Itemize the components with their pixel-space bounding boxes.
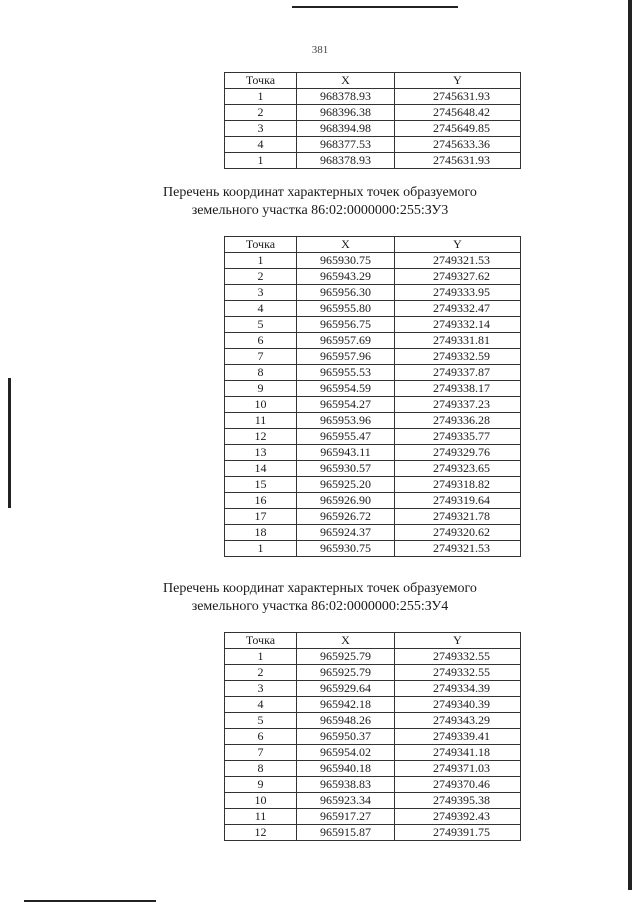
point-cell: 1 [225,253,297,269]
y-cell: 2749395.38 [395,793,521,809]
table-row [225,429,521,445]
y-cell: 2749335.77 [395,429,521,445]
point-cell: 14 [225,461,297,477]
point-cell: 4 [225,137,297,153]
table-row [225,317,521,333]
table-row [225,697,521,713]
table-row [225,681,521,697]
point-cell: 13 [225,445,297,461]
y-cell: 2749332.55 [395,665,521,681]
point-cell: 11 [225,413,297,429]
x-cell: 965915.87 [297,825,395,841]
table-row [225,541,521,557]
table-row [225,729,521,745]
y-cell: 2749329.76 [395,445,521,461]
y-cell: 2749337.87 [395,365,521,381]
header-point: Точка [225,237,297,253]
table-row [225,493,521,509]
point-cell: 1 [225,153,297,169]
table-row [225,381,521,397]
table-row [225,793,521,809]
table-row [225,713,521,729]
point-cell: 9 [225,777,297,793]
y-cell: 2749332.14 [395,317,521,333]
table-row [225,285,521,301]
y-cell: 2749321.53 [395,541,521,557]
point-cell: 6 [225,333,297,349]
y-cell: 2745649.85 [395,121,521,137]
x-cell: 965940.18 [297,761,395,777]
y-cell: 2749338.17 [395,381,521,397]
coordinates-table-zu3 [224,236,521,557]
caption-line: земельного участка 86:02:0000000:255:ЗУ3 [191,203,449,218]
x-cell: 965955.47 [297,429,395,445]
coordinates-table-zu4 [224,632,521,841]
table-row [225,105,521,121]
point-cell: 4 [225,301,297,317]
header-x: X [297,633,395,649]
x-cell: 965926.90 [297,493,395,509]
x-cell: 965929.64 [297,681,395,697]
point-cell: 2 [225,105,297,121]
page-number: 381 [311,44,329,56]
y-cell: 2749337.23 [395,397,521,413]
x-cell: 965925.20 [297,477,395,493]
x-cell: 968394.98 [297,121,395,137]
point-cell: 3 [225,285,297,301]
point-cell: 2 [225,269,297,285]
x-cell: 968377.53 [297,137,395,153]
table-row [225,477,521,493]
y-cell: 2745631.93 [395,153,521,169]
table-header-row [225,633,521,649]
header-point: Точка [225,633,297,649]
x-cell: 965953.96 [297,413,395,429]
point-cell: 17 [225,509,297,525]
point-cell: 8 [225,365,297,381]
point-cell: 6 [225,729,297,745]
table-row [225,509,521,525]
point-cell: 1 [225,649,297,665]
y-cell: 2745633.36 [395,137,521,153]
point-cell: 18 [225,525,297,541]
point-cell: 15 [225,477,297,493]
table-row [225,137,521,153]
y-cell: 2749333.95 [395,285,521,301]
table-row [225,525,521,541]
y-cell: 2749371.03 [395,761,521,777]
table-row [225,121,521,137]
x-cell: 965943.11 [297,445,395,461]
point-cell: 11 [225,809,297,825]
x-cell: 965930.75 [297,541,395,557]
header-x: X [297,237,395,253]
x-cell: 965938.83 [297,777,395,793]
point-cell: 12 [225,429,297,445]
scan-mark-top [292,6,458,8]
table-row [225,397,521,413]
header-x: X [297,73,395,89]
point-cell: 16 [225,493,297,509]
table-row [225,809,521,825]
x-cell: 965942.18 [297,697,395,713]
point-cell: 10 [225,397,297,413]
x-cell: 965948.26 [297,713,395,729]
point-cell: 7 [225,745,297,761]
header-y: Y [395,73,521,89]
x-cell: 965943.29 [297,269,395,285]
point-cell: 9 [225,381,297,397]
caption-line: Перечень координат характерных точек образуемого [163,185,477,200]
y-cell: 2749321.78 [395,509,521,525]
x-cell: 965955.80 [297,301,395,317]
x-cell: 965930.75 [297,253,395,269]
y-cell: 2749391.75 [395,825,521,841]
table-row [225,333,521,349]
x-cell: 965950.37 [297,729,395,745]
y-cell: 2749321.53 [395,253,521,269]
y-cell: 2745648.42 [395,105,521,121]
table-row [225,253,521,269]
y-cell: 2749339.41 [395,729,521,745]
table-row [225,461,521,477]
x-cell: 965925.79 [297,649,395,665]
x-cell: 965957.69 [297,333,395,349]
point-cell: 3 [225,681,297,697]
table-row [225,665,521,681]
x-cell: 965957.96 [297,349,395,365]
y-cell: 2749318.82 [395,477,521,493]
x-cell: 965924.37 [297,525,395,541]
section-caption-zu4 [0,580,640,616]
table-row [225,413,521,429]
caption-line: Перечень координат характерных точек образуемого [163,581,477,596]
y-cell: 2749327.62 [395,269,521,285]
header-y: Y [395,237,521,253]
y-cell: 2749336.28 [395,413,521,429]
table-row [225,777,521,793]
table-header-row [225,237,521,253]
y-cell: 2749343.29 [395,713,521,729]
table-row [225,649,521,665]
table-row [225,153,521,169]
point-cell: 2 [225,665,297,681]
table-row [225,745,521,761]
y-cell: 2749332.47 [395,301,521,317]
table-row [225,301,521,317]
caption-line: земельного участка 86:02:0000000:255:ЗУ4 [191,599,449,614]
y-cell: 2749320.62 [395,525,521,541]
table-row [225,445,521,461]
table-row [225,349,521,365]
point-cell: 7 [225,349,297,365]
point-cell: 8 [225,761,297,777]
scan-mark-left [8,378,11,508]
x-cell: 965954.27 [297,397,395,413]
x-cell: 968378.93 [297,89,395,105]
x-cell: 968378.93 [297,153,395,169]
point-cell: 10 [225,793,297,809]
table-header-row [225,73,521,89]
x-cell: 965954.02 [297,745,395,761]
y-cell: 2749323.65 [395,461,521,477]
y-cell: 2745631.93 [395,89,521,105]
x-cell: 965930.57 [297,461,395,477]
x-cell: 968396.38 [297,105,395,121]
point-cell: 3 [225,121,297,137]
x-cell: 965956.30 [297,285,395,301]
scan-mark-right [628,0,632,890]
x-cell: 965925.79 [297,665,395,681]
y-cell: 2749370.46 [395,777,521,793]
y-cell: 2749332.55 [395,649,521,665]
table-row [225,269,521,285]
y-cell: 2749334.39 [395,681,521,697]
y-cell: 2749331.81 [395,333,521,349]
table-row [225,825,521,841]
y-cell: 2749340.39 [395,697,521,713]
table-row [225,761,521,777]
header-point: Точка [225,73,297,89]
x-cell: 965923.34 [297,793,395,809]
x-cell: 965926.72 [297,509,395,525]
coordinates-table-1 [224,72,521,169]
scan-mark-bottom [24,900,156,902]
y-cell: 2749332.59 [395,349,521,365]
point-cell: 1 [225,89,297,105]
header-y: Y [395,633,521,649]
x-cell: 965956.75 [297,317,395,333]
y-cell: 2749392.43 [395,809,521,825]
x-cell: 965917.27 [297,809,395,825]
point-cell: 12 [225,825,297,841]
x-cell: 965955.53 [297,365,395,381]
section-caption-zu3 [0,184,640,220]
point-cell: 4 [225,697,297,713]
point-cell: 5 [225,713,297,729]
y-cell: 2749319.64 [395,493,521,509]
table-row [225,89,521,105]
point-cell: 5 [225,317,297,333]
y-cell: 2749341.18 [395,745,521,761]
x-cell: 965954.59 [297,381,395,397]
table-row [225,365,521,381]
point-cell: 1 [225,541,297,557]
